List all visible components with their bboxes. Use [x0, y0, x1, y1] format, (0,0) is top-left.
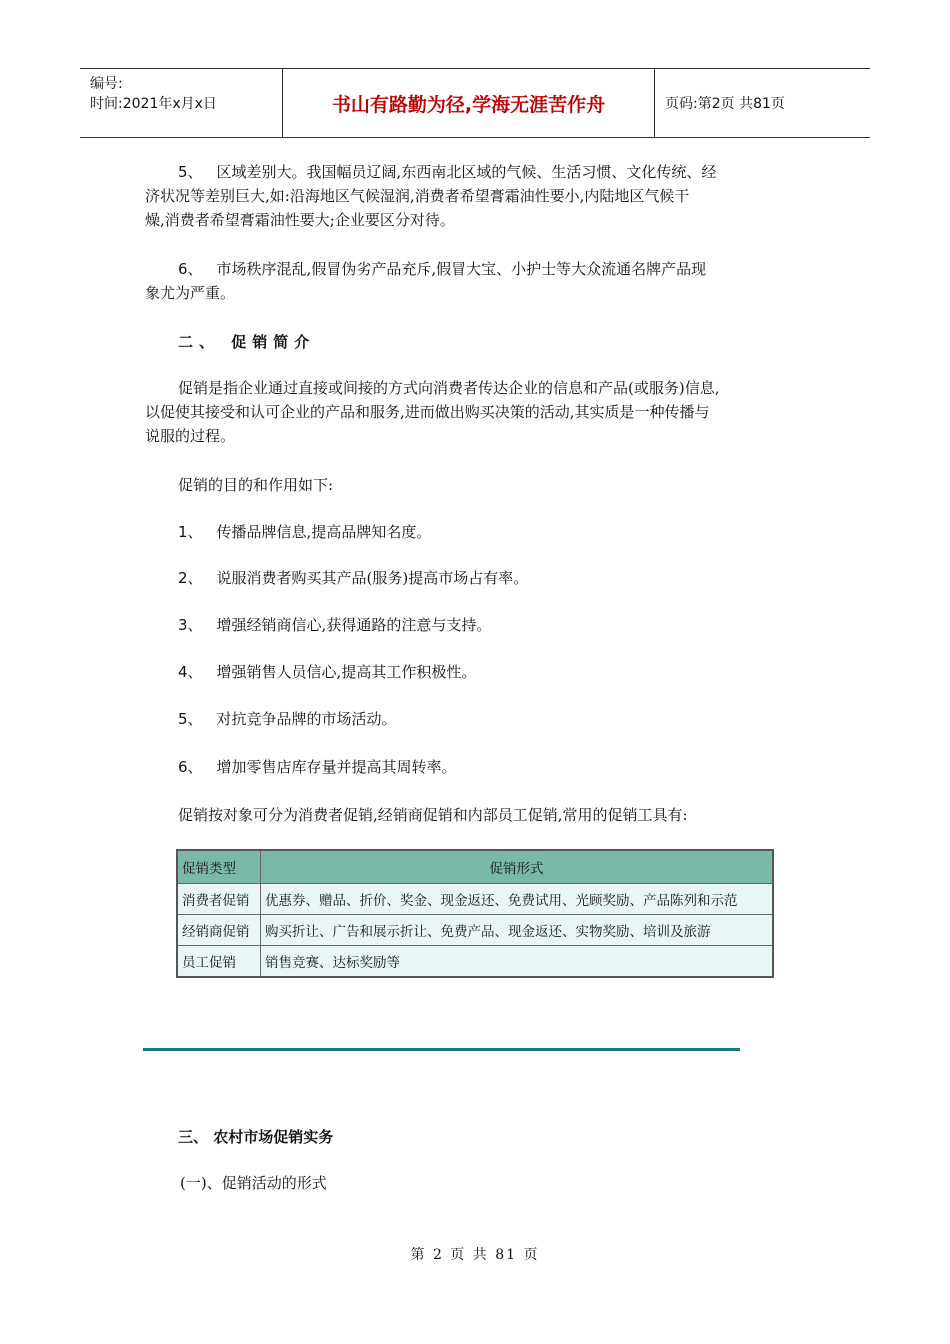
header-meta-cell — [80, 69, 283, 137]
item-text: 市场秩序混乱,假冒伪劣产品充斥,假冒大宝、小护士等大众流通名牌产品现 — [216, 260, 707, 278]
item-text: 说服消费者购买其产品(服务)提高市场占有率。 — [216, 569, 529, 587]
serial-number-label: 编号: — [90, 76, 123, 92]
table-cell: 经销商促销 — [177, 915, 261, 946]
item-text: 传播品牌信息,提高品牌知名度。 — [216, 523, 432, 541]
table-row — [177, 946, 773, 978]
date-label: 时间:2021年x月x日 — [90, 96, 217, 112]
item-number: 5、 — [178, 163, 203, 181]
purpose-title: 促销的目的和作用如下: — [178, 476, 334, 494]
item-text: 增强经销商信心,获得通路的注意与支持。 — [216, 616, 492, 634]
purpose-item — [178, 707, 397, 731]
section-heading: 三、 农村市场促销实务 — [178, 1128, 334, 1146]
header-motto: 书山有路勤为径,学海无涯苦作舟 — [283, 69, 655, 137]
section-heading: 二、 促销简介 — [178, 333, 316, 351]
table-cell: 购买折让、广告和展示折让、免费产品、现金返还、实物奖励、培训及旅游 — [261, 915, 774, 946]
table-cell: 优惠券、赠品、折价、奖金、现金返还、免费试用、光顾奖励、产品陈列和示范 — [261, 884, 774, 915]
page-footer: 第 2 页 共 81 页 — [410, 1247, 540, 1263]
table-header-cell: 促销形式 — [261, 850, 774, 884]
item-number: 5、 — [178, 710, 203, 728]
table-row — [177, 915, 773, 946]
table-cell: 销售竞赛、达标奖励等 — [261, 946, 774, 978]
item-text: 对抗竞争品牌的市场活动。 — [216, 710, 397, 728]
item-number: 6、 — [178, 260, 203, 278]
item-number: 2、 — [178, 569, 203, 587]
item-text: 区域差别大。我国幅员辽阔,东西南北区域的气候、生活习惯、文化传统、经 — [216, 163, 717, 181]
item-text: 增强销售人员信心,提高其工作积极性。 — [216, 663, 477, 681]
list-item — [178, 257, 706, 281]
item-text: 增加零售店库存量并提高其周转率。 — [216, 758, 457, 776]
promotion-table — [176, 849, 774, 978]
table-cell: 消费者促销 — [177, 884, 261, 915]
paragraph-line: 象尤为严重。 — [145, 284, 236, 302]
section-divider — [143, 1048, 740, 1051]
item-number: 3、 — [178, 616, 203, 634]
sub-heading: (一)、促销活动的形式 — [180, 1174, 327, 1192]
table-header-row — [177, 850, 773, 884]
tools-intro: 促销按对象可分为消费者促销,经销商促销和内部员工促销,常用的促销工具有: — [178, 806, 688, 824]
item-number: 1、 — [178, 523, 203, 541]
list-item — [178, 160, 716, 184]
paragraph-line: 济状况等差别巨大,如:沿海地区气候湿润,消费者希望膏霜油性要小,内陆地区气候干 — [145, 187, 690, 205]
paragraph-line: 以促使其接受和认可企业的产品和服务,进而做出购买决策的活动,其实质是一种传播与 — [145, 403, 710, 421]
table-header-cell: 促销类型 — [177, 850, 261, 884]
table-cell: 员工促销 — [177, 946, 261, 978]
header-page-info: 页码:第2页 共81页 — [665, 96, 785, 112]
paragraph-line: 说服的过程。 — [145, 427, 236, 445]
purpose-item — [178, 613, 491, 637]
paragraph-line: 促销是指企业通过直接或间接的方式向消费者传达企业的信息和产品(或服务)信息, — [178, 379, 720, 397]
purpose-item — [178, 660, 476, 684]
paragraph-line: 燥,消费者希望膏霜油性要大;企业要区分对待。 — [145, 211, 455, 229]
document-header — [80, 68, 870, 138]
item-number: 6、 — [178, 758, 203, 776]
item-number: 4、 — [178, 663, 203, 681]
purpose-item — [178, 755, 457, 779]
table-row — [177, 884, 773, 915]
purpose-item — [178, 520, 431, 544]
purpose-item — [178, 566, 528, 590]
